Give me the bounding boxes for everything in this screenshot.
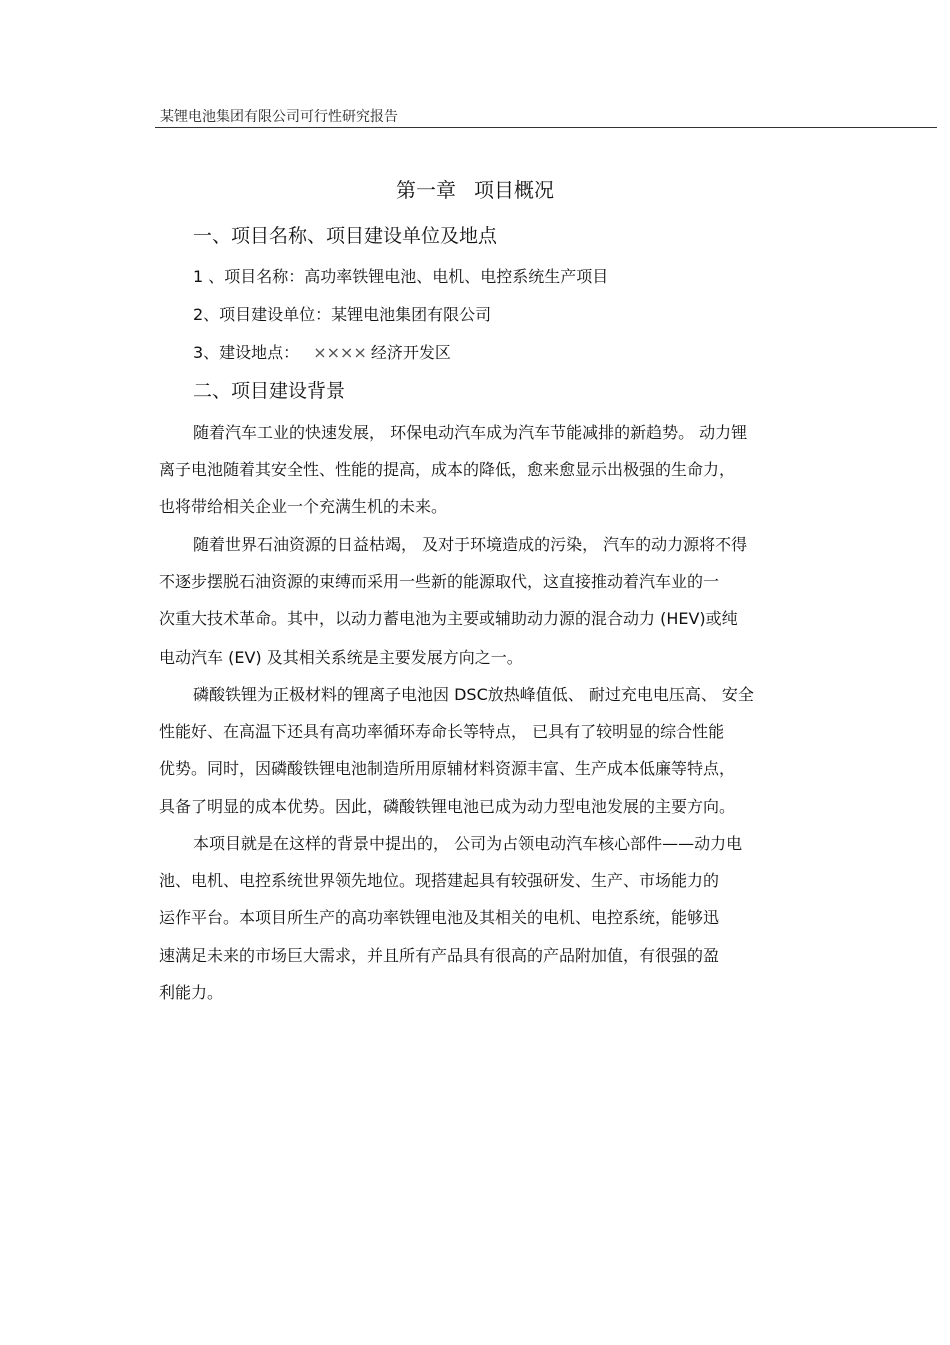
location-label: 3、建设地点： <box>193 343 300 362</box>
paragraph-line: 池、电机、电控系统世界领先地位。现搭建起具有较强研发、生产、市场能力的 <box>159 871 720 890</box>
section-title-2: 二、项目建设背景 <box>193 380 346 402</box>
location-placeholder: ×××× <box>313 343 367 362</box>
chapter-title <box>0 174 950 203</box>
location-value: 经济开发区 <box>370 343 451 362</box>
paragraph-line: 离子电池随着其安全性、性能的提高，成本的降低，愈来愈显示出极强的生命力， <box>159 460 736 479</box>
paragraph-line: 利能力。 <box>159 983 224 1002</box>
header-divider <box>155 127 937 128</box>
paragraph-line: 本项目就是在这样的背景中提出的， 公司为占领电动汽车核心部件——动力电 <box>193 834 743 853</box>
paragraph-line: 次重大技术革命。其中，以动力蓄电池为主要或辅助动力源的混合动力 (HEV)或纯 <box>159 609 738 628</box>
project-unit-item: 2、项目建设单位：某锂电池集团有限公司 <box>193 305 492 324</box>
chapter-number: 第一章 <box>396 178 456 202</box>
paragraph-line: 随着汽车工业的快速发展， 环保电动汽车成为汽车节能减排的新趋势。 动力锂 <box>193 423 748 442</box>
project-location-item <box>193 340 451 363</box>
paragraph-line: 运作平台。本项目所生产的高功率铁锂电池及其相关的电机、电控系统，能够迅 <box>159 908 720 927</box>
paragraph-line: 随着世界石油资源的日益枯竭， 及对于环境造成的污染， 汽车的动力源将不得 <box>193 535 748 554</box>
paragraph-line: 优势。同时，因磷酸铁锂电池制造所用原辅材料资源丰富、生产成本低廉等特点， <box>159 759 736 778</box>
project-name-item: 1 、项目名称：高功率铁锂电池、电机、电控系统生产项目 <box>193 267 609 286</box>
paragraph-line: 具备了明显的成本优势。因此，磷酸铁锂电池已成为动力型电池发展的主要方向。 <box>159 797 736 816</box>
page-header: 某锂电池集团有限公司可行性研究报告 <box>160 109 398 125</box>
paragraph-line: 速满足未来的市场巨大需求，并且所有产品具有很高的产品附加值，有很强的盈 <box>159 946 720 965</box>
paragraph-line: 不逐步摆脱石油资源的束缚而采用一些新的能源取代，这直接推动着汽车业的一 <box>159 572 720 591</box>
paragraph-line: 磷酸铁锂为正极材料的锂离子电池因 DSC放热峰值低、 耐过充电电压高、 安全 <box>193 685 754 704</box>
paragraph-line: 电动汽车 (EV) 及其相关系统是主要发展方向之一。 <box>159 648 523 667</box>
paragraph-line: 性能好、在高温下还具有高功率循环寿命长等特点， 已具有了较明显的综合性能 <box>159 722 725 741</box>
paragraph-line: 也将带给相关企业一个充满生机的未来。 <box>159 497 448 516</box>
chapter-name: 项目概况 <box>474 178 554 202</box>
section-title-1: 一、项目名称、项目建设单位及地点 <box>193 225 498 247</box>
